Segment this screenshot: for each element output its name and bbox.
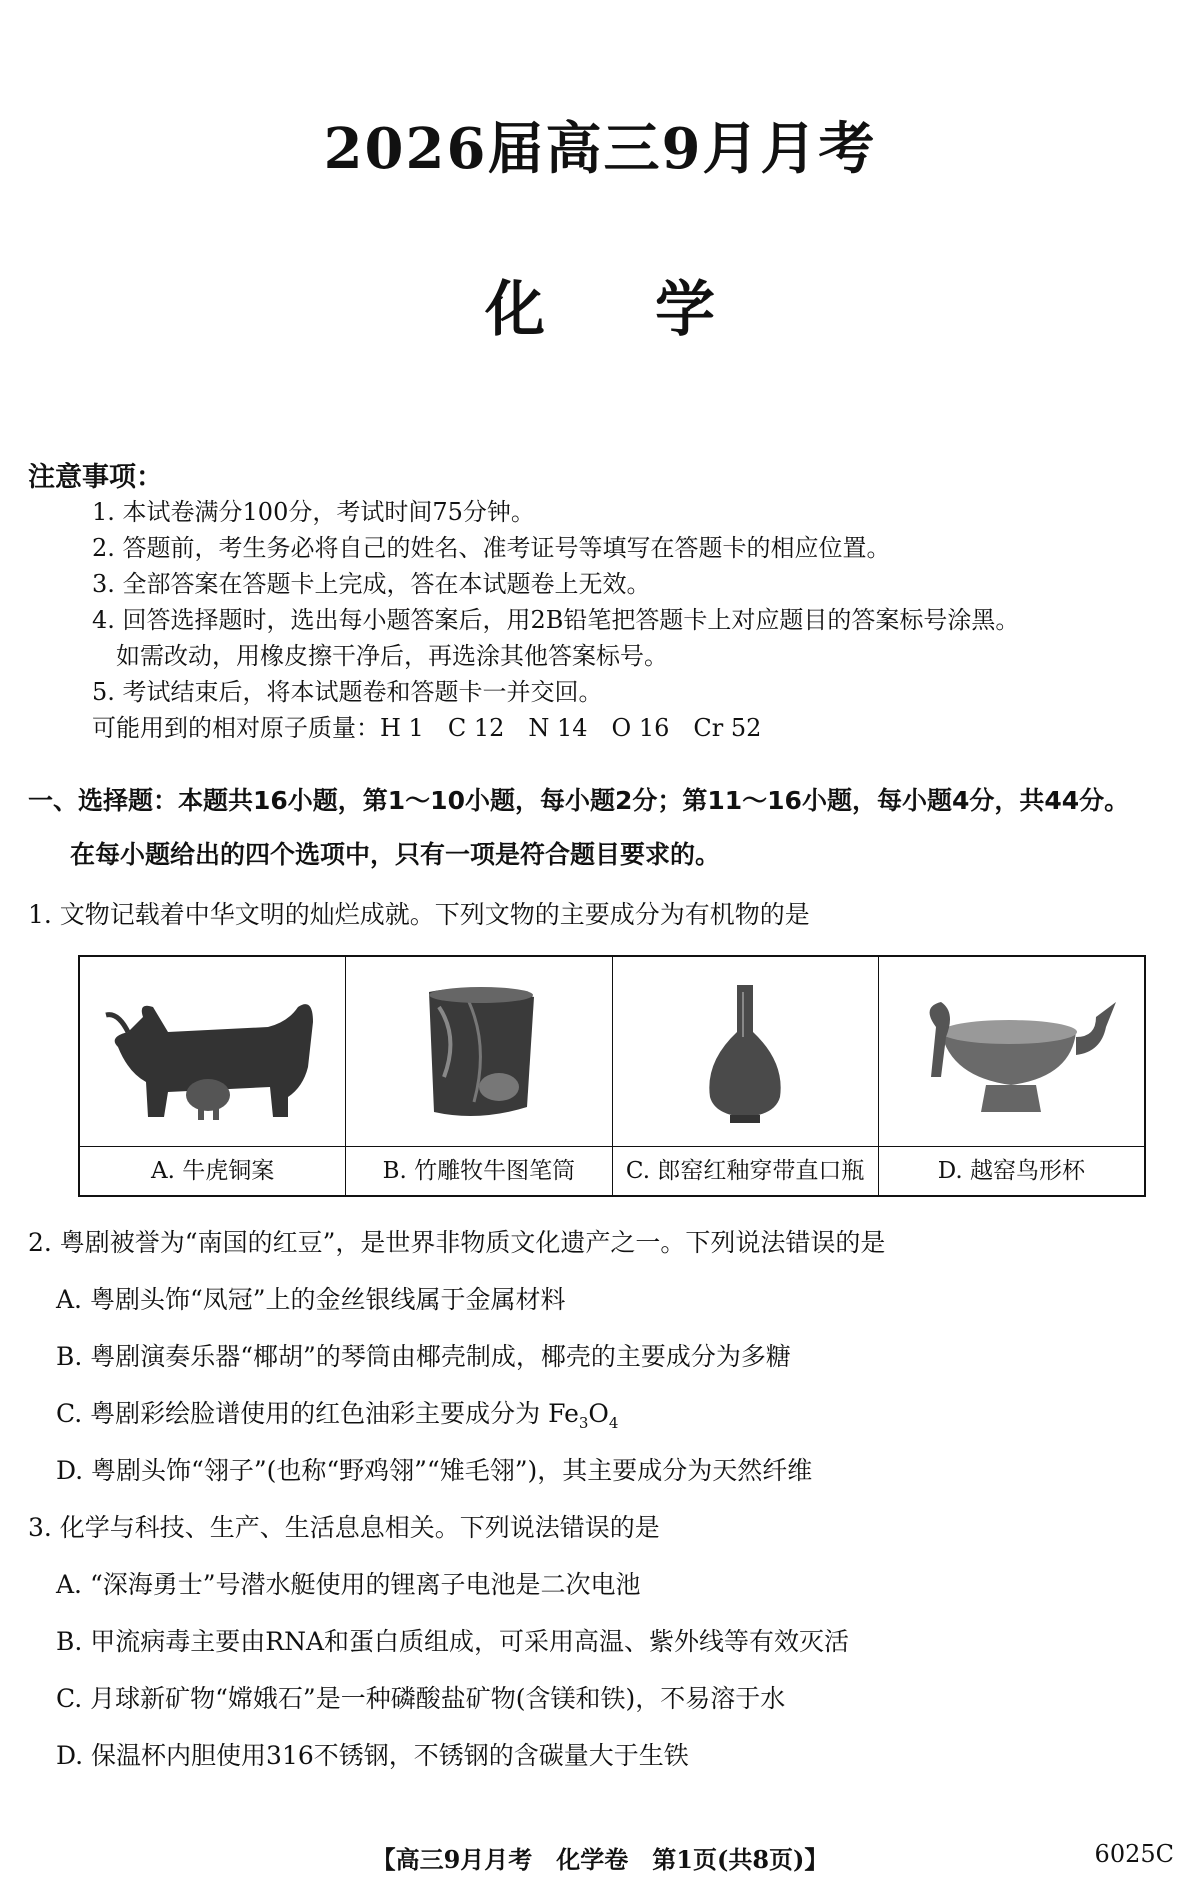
artifact-caption: A. 牛虎铜案 xyxy=(80,1146,345,1195)
q3-stem: 3. 化学与科技、生产、生活息息相关。下列说法错误的是 xyxy=(28,1513,660,1542)
notes-heading: 注意事项： xyxy=(28,462,163,493)
subject-title: 化学 xyxy=(485,275,825,345)
formula-o: O xyxy=(588,1399,609,1428)
note-item: 如需改动，用橡皮擦干净后，再选涂其他答案标号。 xyxy=(116,642,668,670)
q2-option-c-text: C. 粤剧彩绘脸谱使用的红色油彩主要成分为 xyxy=(56,1399,549,1428)
note-item: 2. 答题前，考生务必将自己的姓名、准考证号等填写在答题卡的相应位置。 xyxy=(92,534,891,562)
exam-title: 2026届高三9月月考 xyxy=(323,116,877,182)
q3-option-c: C. 月球新矿物“嫦娥石”是一种磷酸盐矿物(含镁和铁)，不易溶于水 xyxy=(56,1684,786,1713)
q2-stem: 2. 粤剧被誉为“南国的红豆”，是世界非物质文化遗产之一。下列说法错误的是 xyxy=(28,1228,886,1257)
q3-option-d: D. 保温杯内胆使用316不锈钢，不锈钢的含碳量大于生铁 xyxy=(56,1741,689,1770)
artifact-caption: D. 越窑鸟形杯 xyxy=(879,1146,1144,1195)
q1-stem: 1. 文物记载着中华文明的灿烂成就。下列文物的主要成分为有机物的是 xyxy=(28,900,810,929)
note-item: 1. 本试卷满分100分，考试时间75分钟。 xyxy=(92,498,535,526)
note-item: 5. 考试结束后，将本试题卷和答题卡一并交回。 xyxy=(92,678,603,706)
atomic-mass-line: 可能用到的相对原子质量：H 1 C 12 N 14 O 16 Cr 52 xyxy=(92,714,762,742)
q2-option-a: A. 粤剧头饰“凤冠”上的金丝银线属于金属材料 xyxy=(56,1285,566,1314)
artifact-cell-d xyxy=(879,957,1144,1195)
note-item: 3. 全部答案在答题卡上完成，答在本试题卷上无效。 xyxy=(92,570,651,598)
q1-artifact-table xyxy=(78,955,1146,1197)
yue-kiln-bird-cup-image xyxy=(879,957,1144,1146)
bamboo-brush-pot-image xyxy=(346,957,611,1146)
note-item: 4. 回答选择题时，选出每小题答案后，用2B铅笔把答题卡上对应题目的答案标号涂黑。 xyxy=(92,606,1020,634)
artifact-caption: B. 竹雕牧牛图笔筒 xyxy=(346,1146,611,1195)
formula-sub-3: 3 xyxy=(578,1414,589,1432)
artifact-cell-c xyxy=(613,957,879,1195)
q2-option-c xyxy=(56,1395,618,1442)
formula-fe: Fe xyxy=(548,1399,579,1428)
notes-list xyxy=(92,494,1182,746)
q3-option-a: A. “深海勇士”号潜水艇使用的锂离子电池是二次电池 xyxy=(56,1570,641,1599)
artifact-cell-a xyxy=(80,957,346,1195)
bronze-ox-tiger-table-image xyxy=(80,957,345,1146)
paper-code: 6025C xyxy=(1094,1840,1174,1868)
section-heading: 一、选择题：本题共16小题，第1～10小题，每小题2分；第11～16小题，每小题4分，共44分。 xyxy=(28,786,1130,815)
page-footer: 【高三9月月考 化学卷 第1页(共8页)】 xyxy=(371,1845,829,1874)
langyao-red-vase-image xyxy=(613,957,878,1146)
artifact-caption: C. 郎窑红釉穿带直口瓶 xyxy=(613,1146,878,1195)
artifact-cell-b xyxy=(346,957,612,1195)
section-subheading: 在每小题给出的四个选项中，只有一项是符合题目要求的。 xyxy=(70,840,721,869)
q3-option-b: B. 甲流病毒主要由RNA和蛋白质组成，可采用高温、紫外线等有效灭活 xyxy=(56,1627,850,1656)
formula-sub-4: 4 xyxy=(608,1414,619,1432)
q2-option-b: B. 粤剧演奏乐器“椰胡”的琴筒由椰壳制成，椰壳的主要成分为多糖 xyxy=(56,1342,791,1371)
q2-option-d: D. 粤剧头饰“翎子”(也称“野鸡翎”“雉毛翎”)，其主要成分为天然纤维 xyxy=(56,1456,813,1485)
